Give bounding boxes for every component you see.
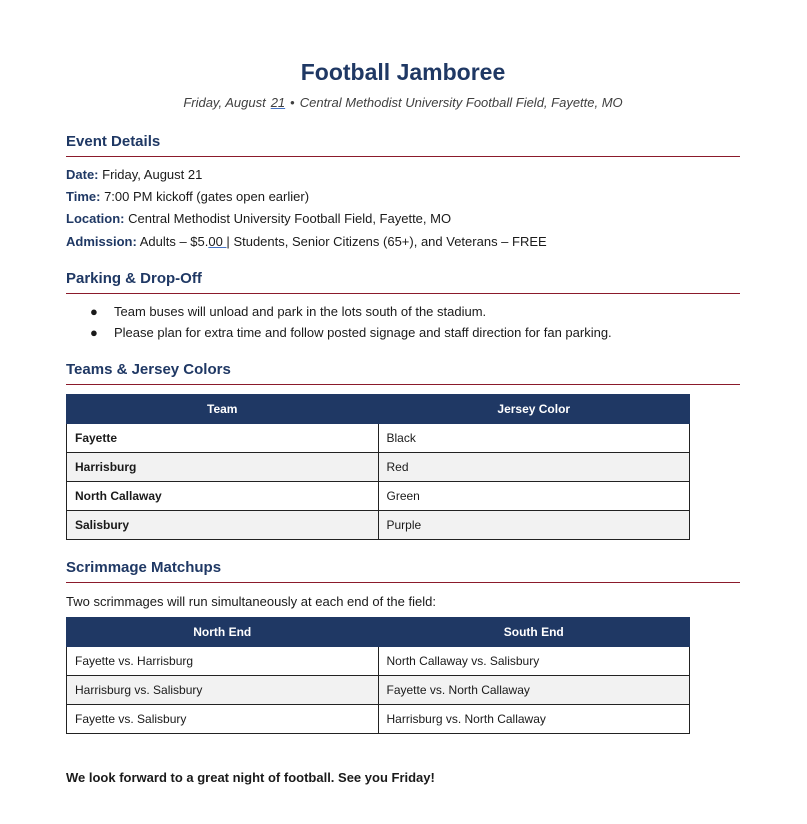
table-row (67, 676, 690, 705)
jersey-color: Purple (378, 511, 690, 540)
closing-message: We look forward to a great night of football. See you Friday! (66, 770, 435, 785)
subtitle-venue: Central Methodist University Football Field, Fayette, MO (299, 95, 623, 110)
list-item (66, 324, 612, 345)
south-end-matchup: North Callaway vs. Salisbury (378, 647, 690, 676)
scrimmage-table (66, 617, 690, 734)
jersey-color: Red (378, 453, 690, 482)
table-row (67, 705, 690, 734)
detail-time-label: Time: (66, 189, 101, 204)
detail-date (66, 167, 202, 182)
north-end-matchup: Harrisburg vs. Salisbury (67, 676, 379, 705)
table-row (67, 453, 690, 482)
column-header-jersey-color: Jersey Color (378, 395, 690, 424)
subtitle-day: Friday, August (183, 95, 266, 110)
list-item-text: Please plan for extra time and follow posted signage and staff direction for fan parking. (114, 325, 612, 340)
page-subtitle (66, 95, 740, 110)
detail-location-label: Location: (66, 211, 125, 226)
scrimmage-intro: Two scrimmages will run simultaneously at each end of the field: (66, 594, 436, 609)
detail-admission-free: Students, Senior Citizens (65+), and Veterans – FREE (233, 234, 547, 249)
table-header-row (67, 618, 690, 647)
parking-list (66, 303, 612, 345)
detail-admission (66, 234, 547, 249)
column-header-south-end: South End (378, 618, 690, 647)
jersey-color: Black (378, 424, 690, 453)
teams-table (66, 394, 690, 540)
subtitle-date-number: 21 (270, 95, 286, 110)
jersey-color: Green (378, 482, 690, 511)
table-header-row (67, 395, 690, 424)
team-name: Fayette (67, 424, 379, 453)
section-heading-event-details: Event Details (66, 133, 740, 157)
section-heading-scrimmage: Scrimmage Matchups (66, 559, 740, 583)
section-heading-teams: Teams & Jersey Colors (66, 361, 740, 385)
detail-admission-label: Admission: (66, 234, 137, 249)
detail-location-value: Central Methodist University Football Field, Fayette, MO (128, 211, 452, 226)
team-name: Harrisburg (67, 453, 379, 482)
south-end-matchup: Fayette vs. North Callaway (378, 676, 690, 705)
section-heading-parking: Parking & Drop-Off (66, 270, 740, 294)
detail-admission-cents: 00 | (208, 234, 230, 249)
south-end-matchup: Harrisburg vs. North Callaway (378, 705, 690, 734)
north-end-matchup: Fayette vs. Salisbury (67, 705, 379, 734)
team-name: Salisbury (67, 511, 379, 540)
table-row (67, 511, 690, 540)
detail-date-label: Date: (66, 167, 99, 182)
team-name: North Callaway (67, 482, 379, 511)
list-item (66, 303, 612, 324)
bullet-icon: ● (90, 325, 98, 340)
detail-location (66, 211, 451, 226)
detail-date-value: Friday, August 21 (102, 167, 203, 182)
column-header-team: Team (67, 395, 379, 424)
detail-time-value: 7:00 PM kickoff (gates open earlier) (104, 189, 310, 204)
page-title: Football Jamboree (300, 59, 506, 85)
bullet-icon: ● (90, 304, 98, 319)
table-row (67, 482, 690, 511)
list-item-text: Team buses will unload and park in the lots south of the stadium. (114, 304, 487, 319)
detail-time (66, 189, 309, 204)
column-header-north-end: North End (67, 618, 379, 647)
table-row (67, 424, 690, 453)
detail-admission-adults: Adults – $5. (139, 234, 209, 249)
table-row (67, 647, 690, 676)
north-end-matchup: Fayette vs. Harrisburg (67, 647, 379, 676)
subtitle-separator: • (290, 95, 295, 110)
